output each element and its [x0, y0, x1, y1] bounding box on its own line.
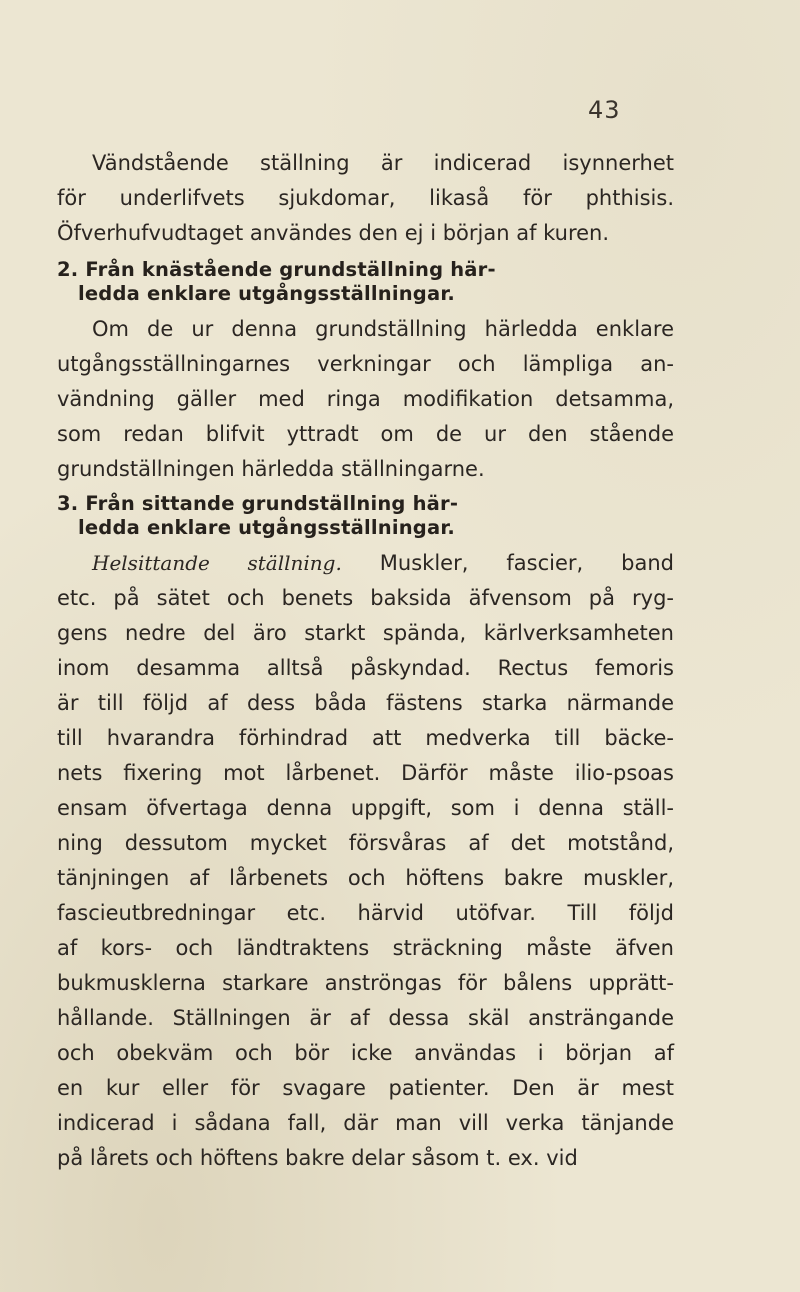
section-heading-2: [57, 258, 674, 306]
text-line: som redan blifvit yttradt om de ur den stående: [57, 422, 674, 446]
text-line: af kors- och ländtraktens sträckning måste äfven: [57, 936, 674, 960]
text-line: vändning gäller med ringa modifikation detsamma,: [57, 387, 674, 411]
heading-line: ledda enklare utgångsställningar.: [78, 282, 455, 305]
text-line: indicerad i sådana fall, där man vill verka tänjande: [57, 1111, 674, 1135]
paragraph-2-text: [57, 312, 674, 487]
text-line: inom desamma alltså påskyndad. Rectus femoris: [57, 656, 674, 680]
text-line: ning dessutom mycket försvåras af det motstånd,: [57, 831, 674, 855]
text-line: grundställningen härledda ställningarne.: [57, 457, 485, 481]
text-line: bukmusklerna starkare anströngas för bålens upprätt-: [57, 971, 674, 995]
italic-lead: Helsittande ställning.: [92, 551, 342, 575]
text-line: Vändstående ställning är indicerad isynnerhet: [92, 151, 674, 175]
page-number: 43: [588, 96, 621, 124]
text-line: Öfverhufvudtaget användes den ej i början af kuren.: [57, 221, 610, 245]
text-line: till hvarandra förhindrad att medverka till bäcke-: [57, 726, 674, 750]
text-line: på lårets och höftens bakre delar såsom t. ex. vid: [57, 1146, 578, 1170]
paragraph-2: [57, 312, 674, 487]
text-line: är till följd af dess båda fästens starka närmande: [57, 691, 674, 715]
heading-line: ledda enklare utgångsställningar.: [78, 516, 455, 539]
text-line: etc. på sätet och benets baksida äfvensom på ryg-: [57, 586, 674, 610]
paragraph-1: [57, 146, 674, 251]
section-heading-2-text: [57, 258, 674, 306]
text-line: gens nedre del äro starkt spända, kärlverksamheten: [57, 621, 674, 645]
heading-line: 3. Från sittande grundställning här-: [57, 492, 459, 515]
paragraph-3: [57, 546, 674, 1176]
text-line: utgångsställningarnes verkningar och lämpliga an-: [57, 352, 674, 376]
text-line: för underlifvets sjukdomar, likaså för phthisis.: [57, 186, 674, 210]
text-line: en kur eller för svagare patienter. Den är mest: [57, 1076, 674, 1100]
first-line-rest: Muskler, fascier, band: [341, 551, 674, 575]
paragraph-1-text: [57, 146, 674, 251]
heading-line: 2. Från knästående grundställning här-: [57, 258, 496, 281]
section-heading-3-text: [57, 492, 674, 540]
text-line: fascieutbredningar etc. härvid utöfvar. Till följd: [57, 901, 674, 925]
text-line: ensam öfvertaga denna uppgift, som i denna ställ-: [57, 796, 674, 820]
text-line: [57, 546, 674, 581]
text-line: nets fixering mot lårbenet. Därför måste ilio-psoas: [57, 761, 674, 785]
text-line: hållande. Ställningen är af dessa skäl ansträngande: [57, 1006, 674, 1030]
section-heading-3: [57, 492, 674, 540]
text-line: och obekväm och bör icke användas i början af: [57, 1041, 674, 1065]
paragraph-3-text: [57, 546, 674, 1176]
text-line: tänjningen af lårbenets och höftens bakre muskler,: [57, 866, 674, 890]
text-line: Om de ur denna grundställning härledda enklare: [92, 317, 674, 341]
